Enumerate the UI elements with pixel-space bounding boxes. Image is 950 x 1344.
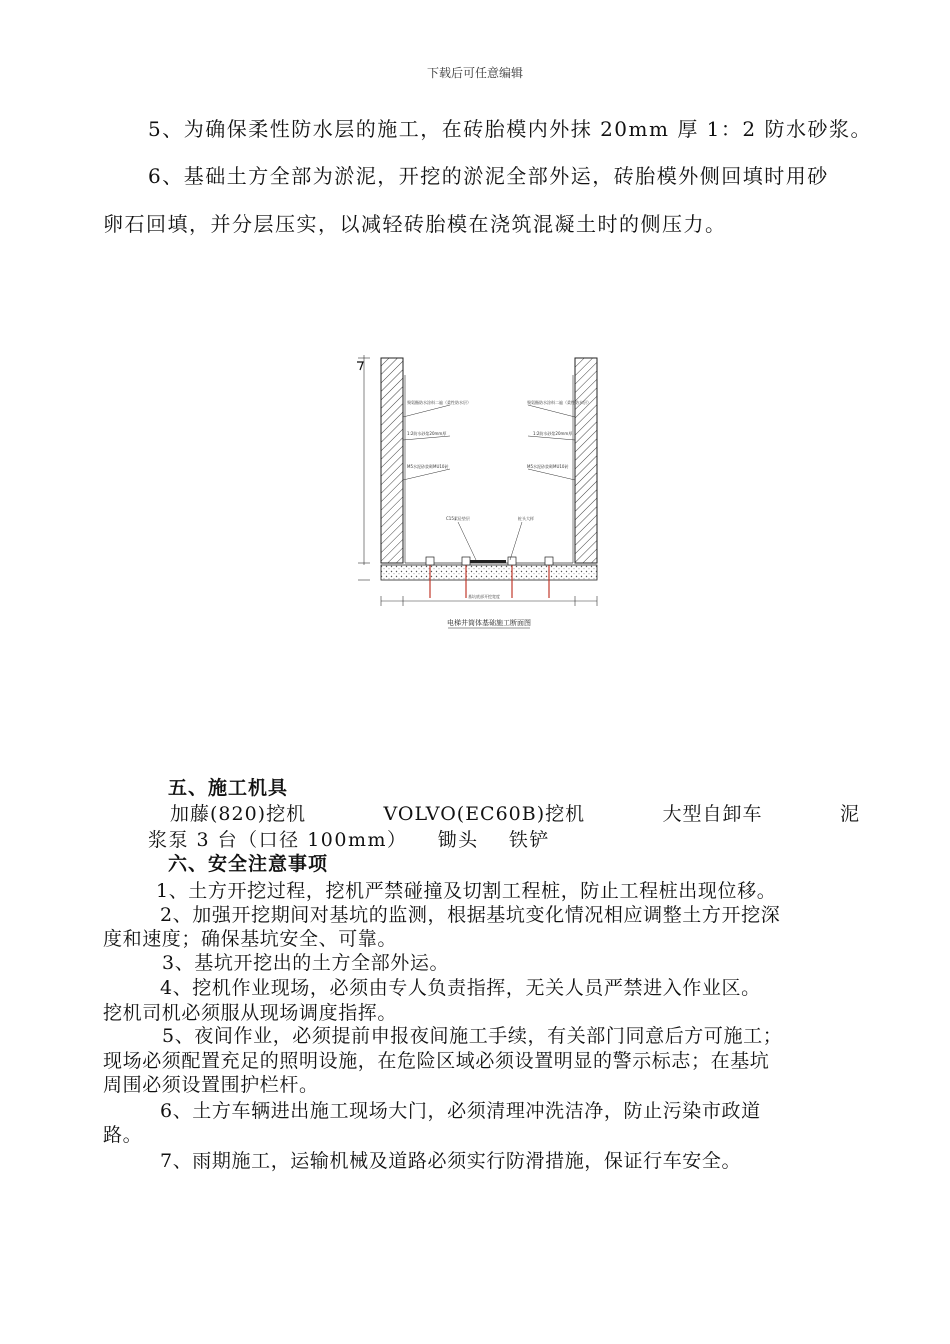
safety-line: 7、雨期施工，运输机械及道路必须实行防滑措施，保证行车安全。 <box>160 1150 742 1172</box>
section-heading-tools: 五、施工机具 <box>168 777 289 799</box>
dimension-label: 基坑底部开挖宽度 <box>468 594 500 599</box>
safety-line: 2、加强开挖期间对基坑的监测，根据基坑变化情况相应调整土方开挖深 <box>160 904 781 926</box>
equipment-item-kato-excavator: 加藤(820)挖机 <box>170 803 307 825</box>
section-heading-safety: 六、安全注意事项 <box>168 853 329 875</box>
leader-lines <box>403 405 575 560</box>
left-label-brick-masonry: M5水泥砂浆砌MU10砖 <box>407 464 449 469</box>
right-brick-wall <box>575 358 597 563</box>
paragraph-item-5: 5、为确保柔性防水层的施工，在砖胎模内外抹 20mm 厚 1：2 防水砂浆。 <box>148 117 872 141</box>
safety-line: 周围必须设置围护栏杆。 <box>103 1074 319 1096</box>
equipment-item-volvo-excavator: VOLVO(EC60B)挖机 <box>383 803 586 825</box>
safety-line: 路。 <box>103 1124 143 1146</box>
safety-line: 挖机司机必须服从现场调度指挥。 <box>103 1002 398 1024</box>
right-label-waterproof-mortar: 1:2防水砂浆20mm厚 <box>533 431 573 436</box>
bottom-label-cushion: C15素砼垫层 <box>446 516 470 521</box>
safety-line: 现场必须配置充足的照明设施，在危险区域必须设置明显的警示标志；在基坑 <box>103 1050 770 1072</box>
safety-line: 3、基坑开挖出的土方全部外运。 <box>162 952 450 974</box>
left-dimension-line <box>357 355 370 580</box>
safety-line: 6、土方车辆进出施工现场大门，必须清理冲洗洁净，防止污染市政道 <box>160 1100 761 1122</box>
equipment-item-mud-prefix: 泥 <box>839 803 860 825</box>
left-brick-wall <box>381 358 403 563</box>
bottom-label-pile-head: 桩头大样 <box>518 516 534 521</box>
right-label-brick-masonry: M5水泥砂浆砌MU10砖 <box>527 464 569 469</box>
equipment-row-continued: 浆泵 3 台（口径 100mm） 锄头 铁铲 <box>148 829 550 851</box>
safety-line: 4、挖机作业现场，必须由专人负责指挥，无关人员严禁进入作业区。 <box>160 977 761 999</box>
elevator-pit-section-diagram <box>340 345 610 635</box>
right-label-waterproof-coating: 聚氨酯防水涂料二遍（柔性防水层） <box>527 400 591 405</box>
concrete-cushion <box>381 565 597 580</box>
paragraph-item-6: 6、基础土方全部为淤泥，开挖的淤泥全部外运，砖胎模外侧回填时用砂 <box>148 164 829 188</box>
page-header-note: 下载后可任意编辑 <box>426 66 523 80</box>
equipment-row <box>148 799 860 826</box>
equipment-item-dump-truck: 大型自卸车 <box>662 803 763 825</box>
left-label-waterproof-coating: 聚氨酯防水涂料二遍（柔性防水层） <box>407 400 471 405</box>
safety-line: 度和速度；确保基坑安全、可靠。 <box>103 928 398 950</box>
safety-line: 5、夜间作业，必须提前申报夜间施工手续，有关部门同意后方可施工； <box>162 1025 783 1047</box>
diagram-caption: 电梯井筒体基础施工断面图 <box>447 619 531 627</box>
left-label-waterproof-mortar: 1:2防水砂浆20mm厚 <box>407 431 447 436</box>
paragraph-item-6-continued: 卵石回填，并分层压实，以减轻砖胎模在浇筑混凝土时的侧压力。 <box>103 212 727 236</box>
safety-line: 1、土方开挖过程，挖机严禁碰撞及切割工程桩，防止工程桩出现位移。 <box>156 880 777 902</box>
